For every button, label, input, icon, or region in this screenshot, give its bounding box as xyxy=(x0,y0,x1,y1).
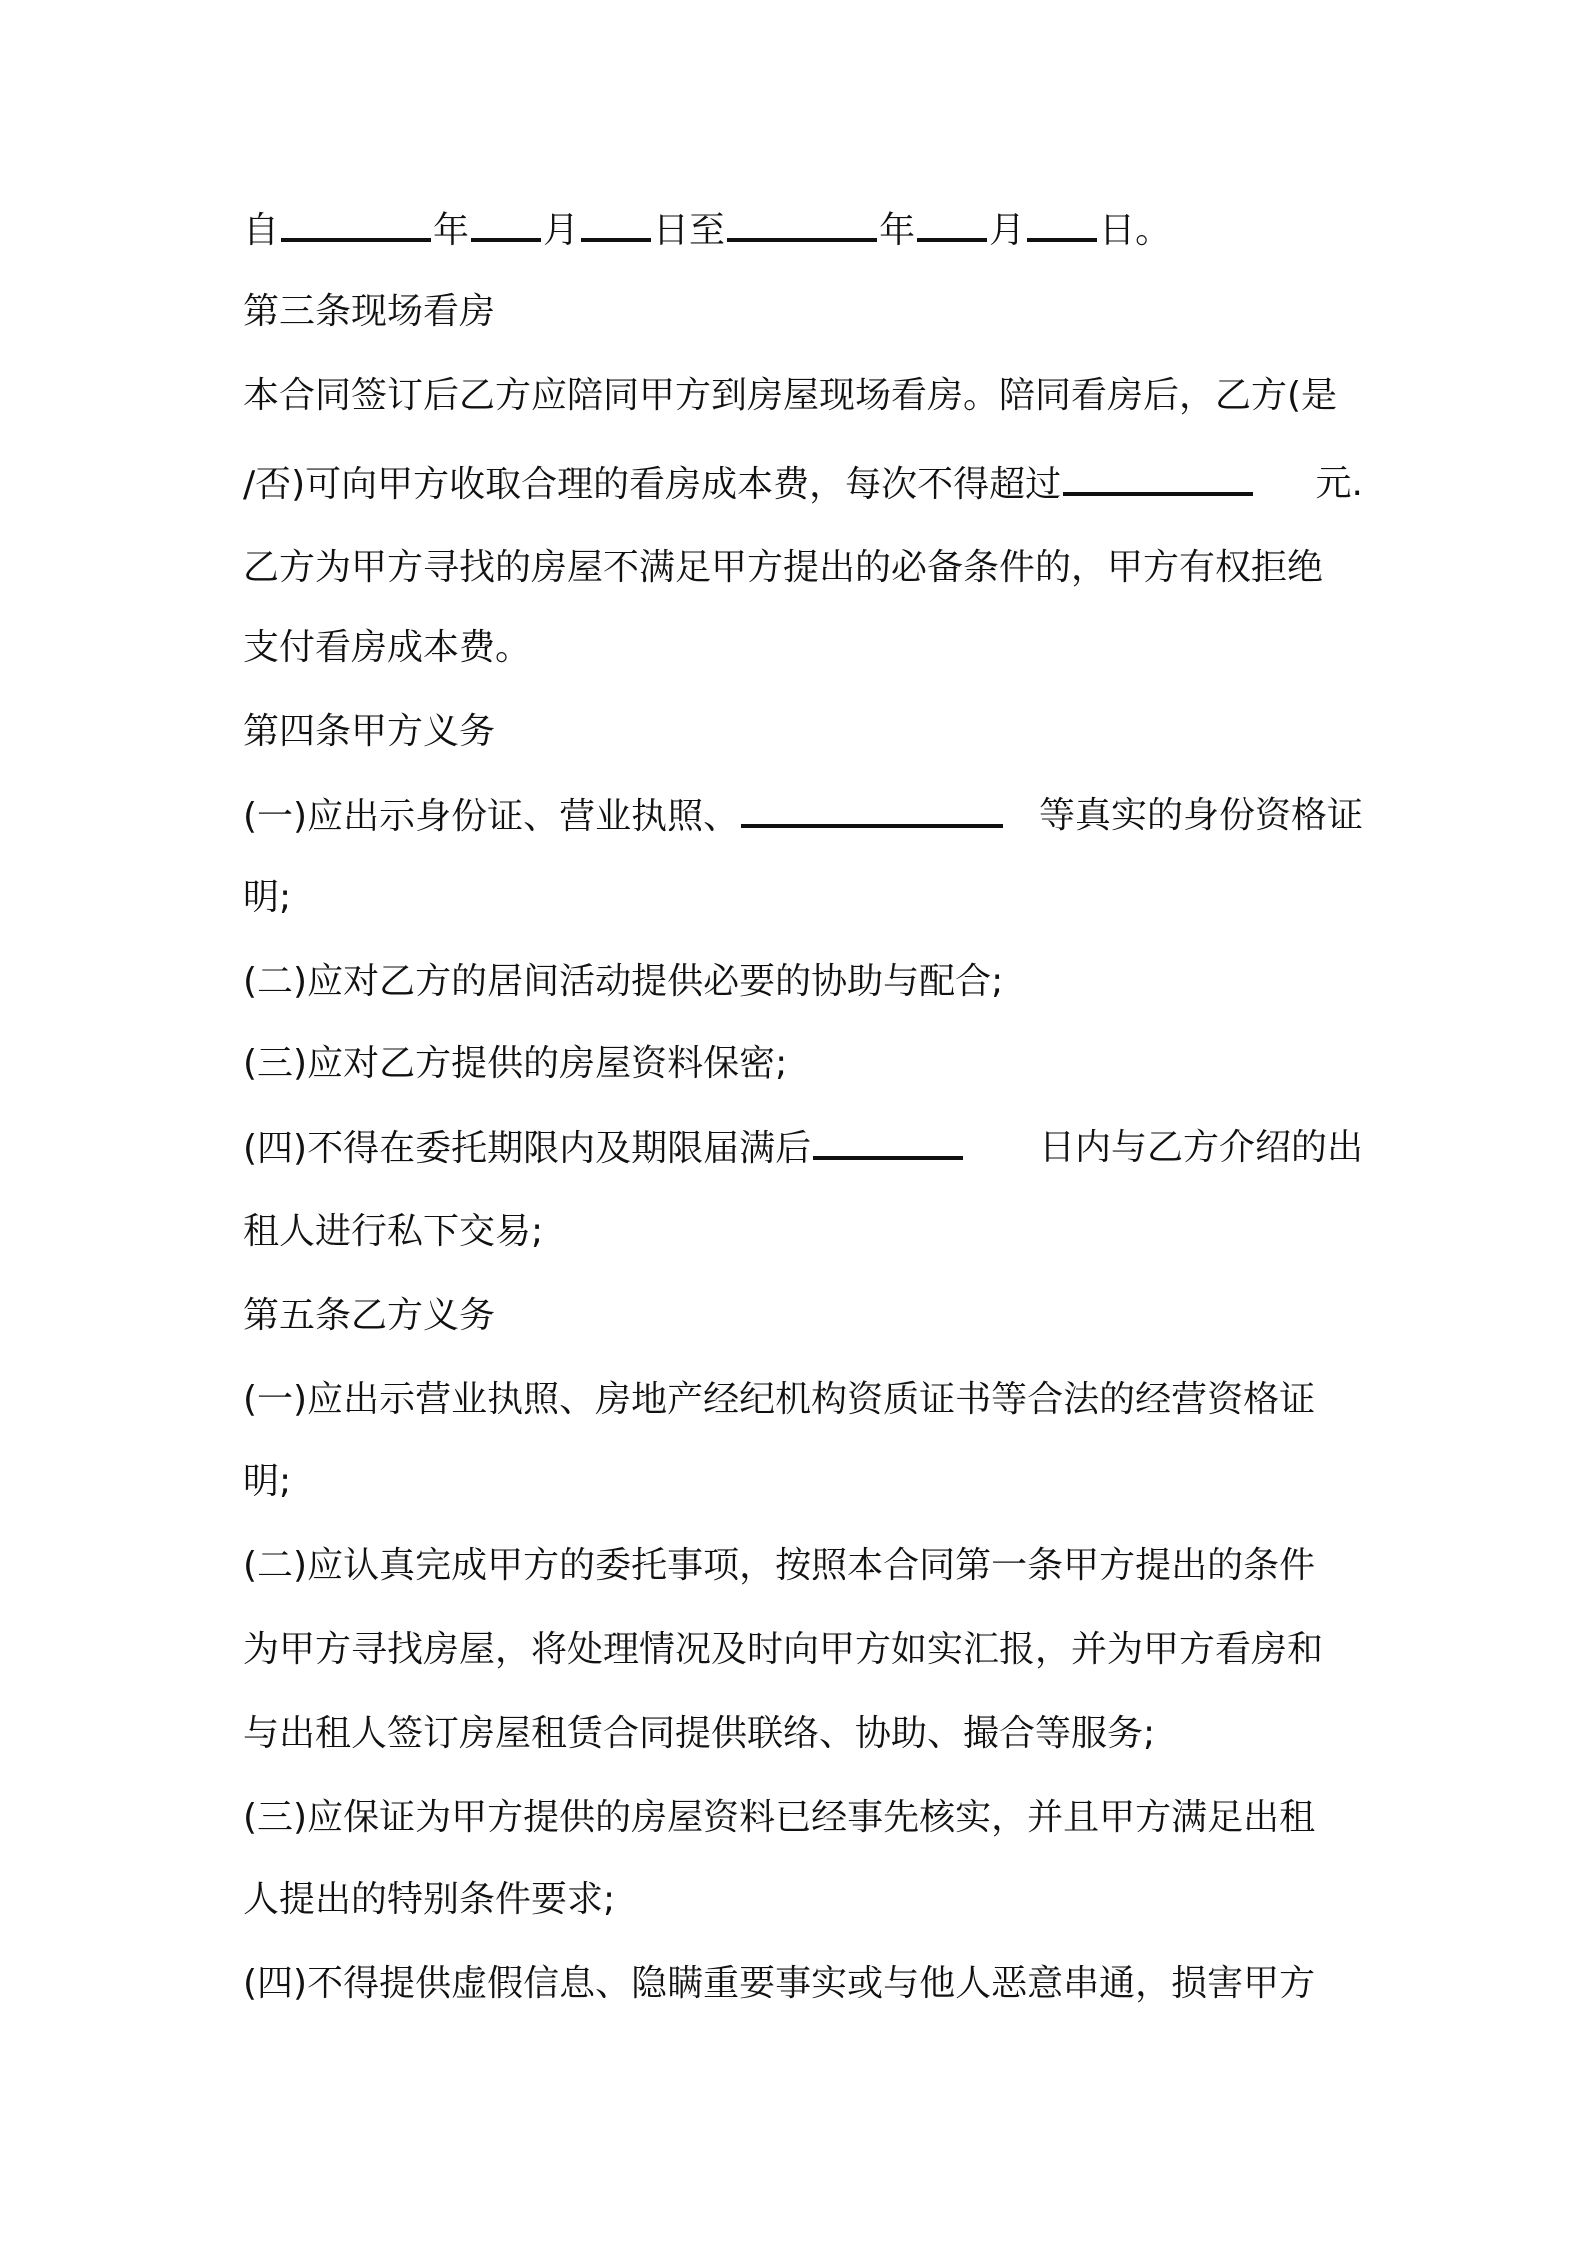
article-5-item-1: (一)应出示营业执照、房地产经纪机构资质证书等合法的经营资格证 xyxy=(243,1379,1316,1420)
blank-start-year[interactable] xyxy=(281,208,431,242)
article-5-item-1-cont: 明; xyxy=(243,1461,292,1502)
article-3-line-1: 本合同签订后乙方应陪同甲方到房屋现场看房。陪同看房后，乙方(是 xyxy=(243,375,1338,416)
days-limit-prefix: (四)不得在委托期限内及期限届满后 xyxy=(243,1128,812,1169)
text-from: 自 xyxy=(243,210,280,251)
article-5-heading: 第五条乙方义务 xyxy=(243,1295,496,1336)
id-docs-suffix: 等真实的身份资格证 xyxy=(1038,795,1363,836)
text-month: 月 xyxy=(543,210,580,251)
blank-start-month[interactable] xyxy=(471,208,541,242)
blank-viewing-fee[interactable] xyxy=(1063,462,1253,496)
article-5-item-2-line-3: 与出租人签订房屋租赁合同提供联络、协助、撮合等服务; xyxy=(243,1713,1156,1754)
article-4-item-4-cont: 租人进行私下交易; xyxy=(243,1211,544,1252)
article-4-item-4 xyxy=(243,1126,1363,1171)
blank-start-day[interactable] xyxy=(581,208,651,242)
text-month-end: 月 xyxy=(989,210,1026,251)
article-4-item-1-cont: 明; xyxy=(243,877,292,918)
article-3-heading: 第三条现场看房 xyxy=(243,291,496,332)
blank-end-day[interactable] xyxy=(1027,208,1097,242)
article-3-line-3: 乙方为甲方寻找的房屋不满足甲方提出的必备条件的，甲方有权拒绝 xyxy=(243,547,1324,588)
article-4-item-1 xyxy=(243,794,1363,839)
article-5-item-4-line-1: (四)不得提供虚假信息、隐瞒重要事实或与他人恶意串通，损害甲方 xyxy=(243,1963,1316,2004)
blank-end-month[interactable] xyxy=(917,208,987,242)
text-year-end: 年 xyxy=(879,210,916,251)
article-3-line-2 xyxy=(243,462,1363,507)
id-docs-text xyxy=(243,794,1005,839)
blank-id-docs[interactable] xyxy=(741,794,1003,828)
date-range-line xyxy=(243,208,1363,253)
text-year: 年 xyxy=(433,210,470,251)
article-4-item-2: (二)应对乙方的居间活动提供必要的协助与配合; xyxy=(243,961,1004,1002)
article-5-item-2-line-1: (二)应认真完成甲方的委托事项，按照本合同第一条甲方提出的条件 xyxy=(243,1545,1316,1586)
viewing-fee-prefix: /否)可向甲方收取合理的看房成本费，每次不得超过 xyxy=(243,464,1062,505)
article-3-line-4: 支付看房成本费。 xyxy=(243,627,532,668)
article-5-item-3-line-2: 人提出的特别条件要求; xyxy=(243,1879,616,1920)
text-day-end: 日。 xyxy=(1099,210,1172,251)
days-limit-suffix: 日内与乙方介绍的出 xyxy=(1038,1127,1363,1168)
viewing-fee-text xyxy=(243,462,1255,507)
article-5-item-3-line-1: (三)应保证为甲方提供的房屋资料已经事先核实，并且甲方满足出租 xyxy=(243,1797,1316,1838)
yuan-text: 元. xyxy=(1315,463,1363,504)
blank-days-limit[interactable] xyxy=(813,1126,963,1160)
article-5-item-2-line-2: 为甲方寻找房屋，将处理情况及时向甲方如实汇报，并为甲方看房和 xyxy=(243,1629,1324,1670)
article-4-item-3: (三)应对乙方提供的房屋资料保密; xyxy=(243,1043,788,1084)
text-day-to: 日至 xyxy=(653,210,726,251)
days-limit-text xyxy=(243,1126,965,1171)
id-docs-prefix: (一)应出示身份证、营业执照、 xyxy=(243,796,740,837)
blank-end-year[interactable] xyxy=(727,208,877,242)
article-4-heading: 第四条甲方义务 xyxy=(243,711,496,752)
